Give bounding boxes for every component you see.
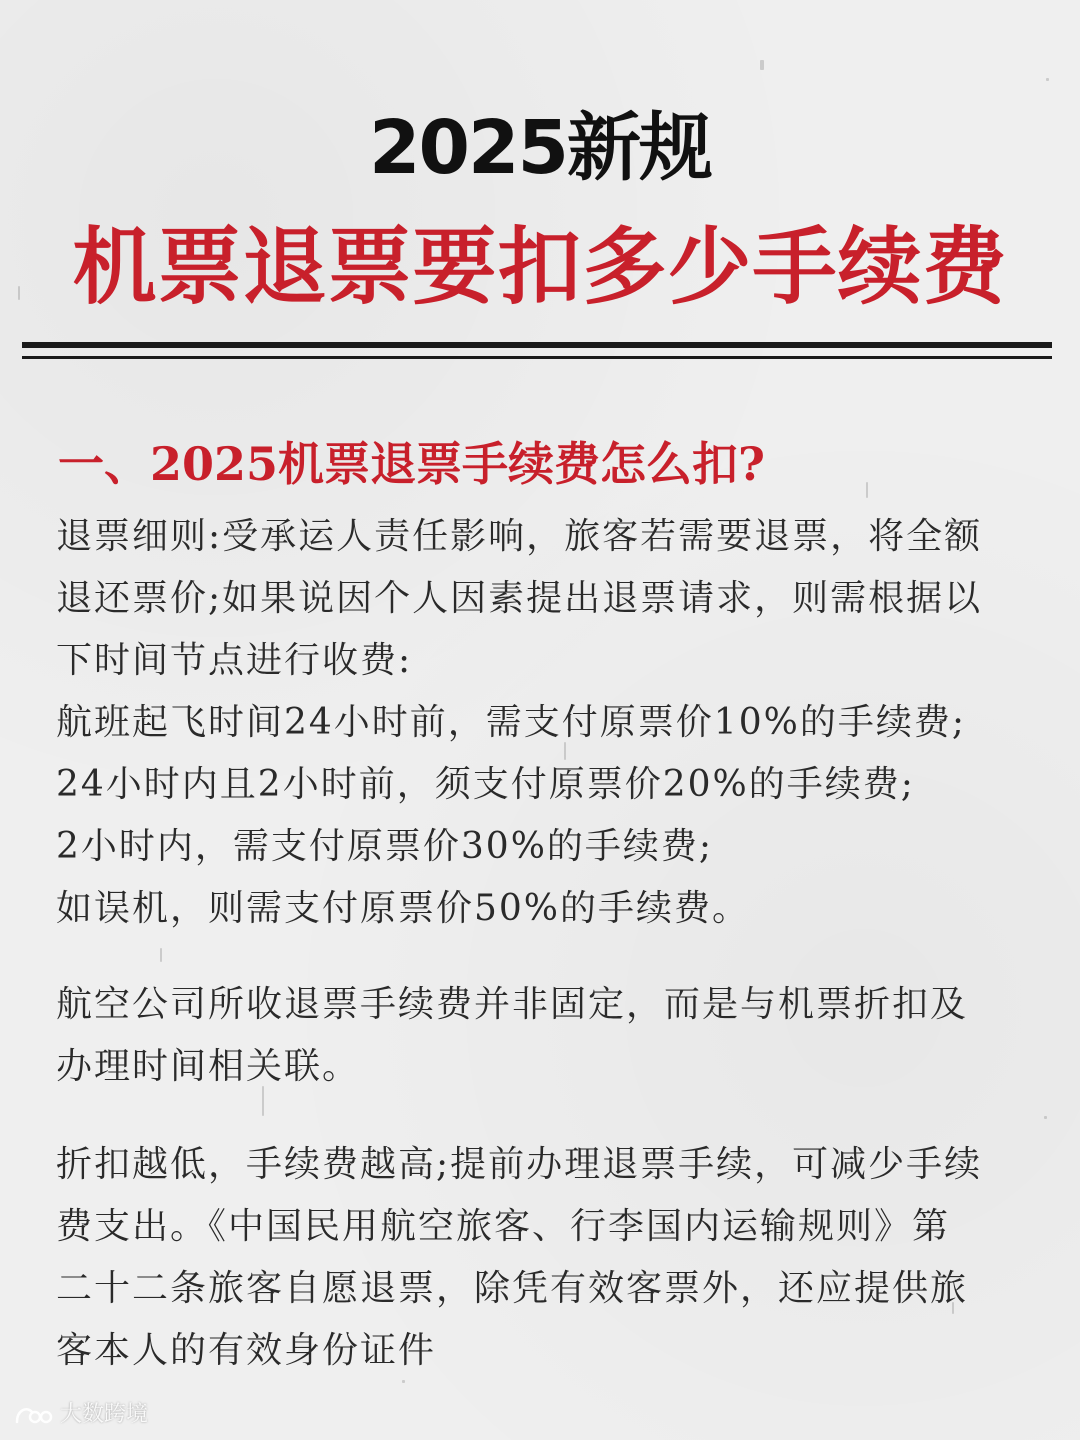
text-line: 退还票价;如果说因个人因素提出退票请求，则需根据以 (56, 578, 983, 619)
paper-speck (1046, 78, 1049, 81)
text-line: 办理时间相关联。 (56, 1046, 361, 1087)
paper-speck (1044, 1116, 1047, 1119)
text-line: 如误机，则需支付原票价50%的手续费。 (56, 888, 751, 929)
paper-speck (760, 60, 764, 70)
section-heading: 一、2025机票退票手续费怎么扣? (58, 437, 765, 491)
page-title: 2025新规 (369, 105, 711, 191)
paragraph-fee-variation (56, 974, 1031, 1098)
divider-thick (22, 342, 1052, 348)
text-line: 费支出。《中国民用航空旅客、行李国内运输规则》第 (56, 1206, 951, 1247)
divider-thin (22, 356, 1052, 359)
text-line: 二十二条旅客自愿退票，除凭有效客票外，还应提供旅 (56, 1268, 969, 1309)
text-line: 航空公司所收退票手续费并非固定，而是与机票折扣及 (56, 984, 969, 1025)
paragraph-regulation (56, 1134, 1031, 1382)
text-line: 客本人的有效身份证件 (56, 1330, 437, 1371)
text-line: 下时间节点进行收费: (56, 640, 413, 681)
text-line: 2小时内，需支付原票价30%的手续费; (56, 826, 714, 867)
paper-speck (866, 482, 868, 498)
text-line: 航班起飞时间24小时前，需支付原票价10%的手续费; (56, 702, 966, 743)
brand-logo-icon (14, 1402, 54, 1428)
paper-speck (160, 948, 162, 962)
text-line: 折扣越低，手续费越高;提前办理退票手续，可减少手续 (56, 1144, 983, 1185)
text-line: 24小时内且2小时前，须支付原票价20%的手续费; (56, 764, 915, 805)
watermark-label: 大数跨境 (60, 1402, 149, 1427)
watermark (14, 1400, 148, 1430)
text-line: 退票细则:受承运人责任影响，旅客若需要退票，将全额 (56, 516, 983, 557)
paragraph-refund-rules (56, 506, 1031, 940)
page-subtitle: 机票退票要扣多少手续费 (72, 218, 1008, 316)
